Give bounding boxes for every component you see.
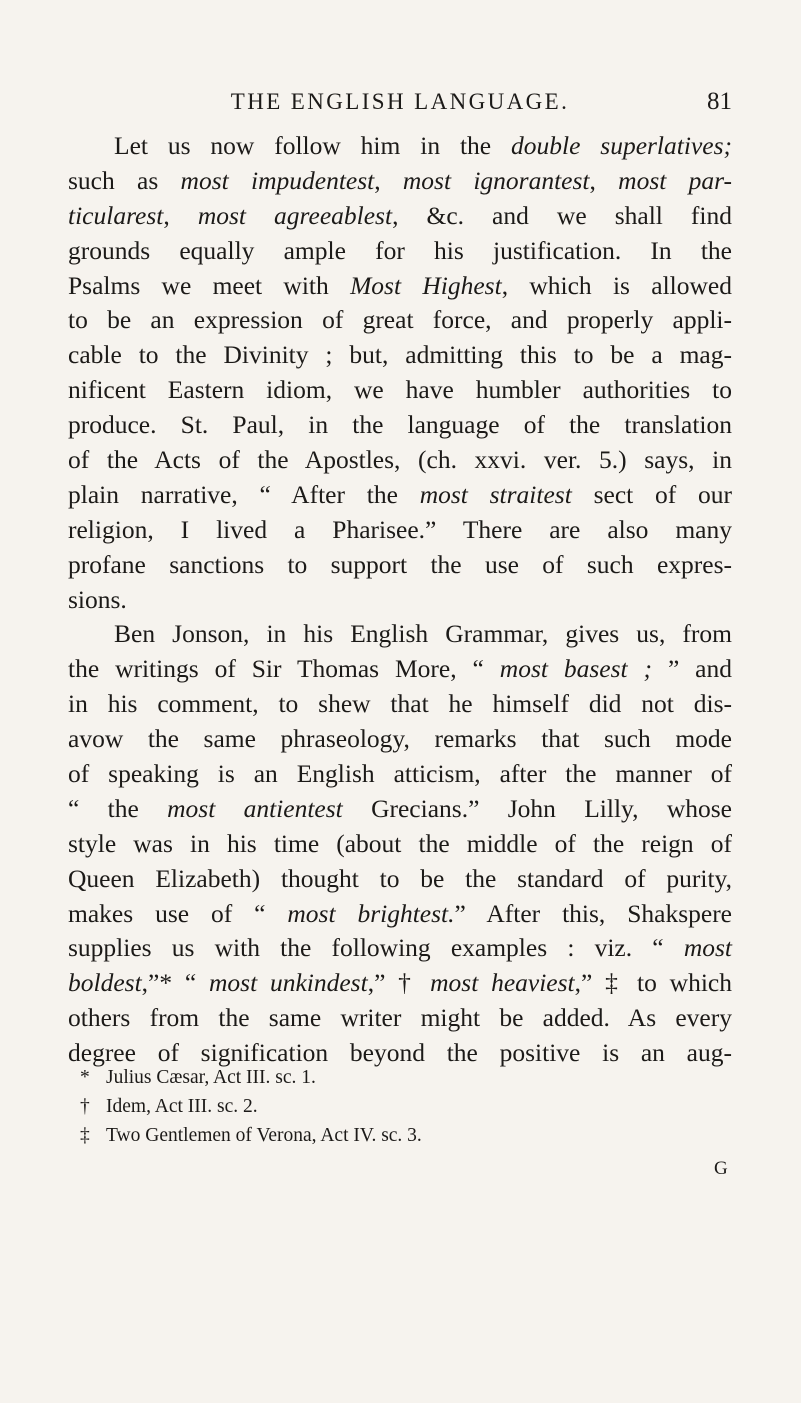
text-run: , [589, 165, 619, 195]
italic-run: most basest ; [499, 654, 653, 684]
italic-run: most par- [618, 165, 733, 195]
text-run: Grecians.” John Lilly, whose [342, 793, 732, 823]
footnote-text: Two Gentlemen of Verona, Act IV. sc. 3. [106, 1125, 422, 1146]
footnote-text: Julius Cæsar, Act III. sc. 1. [106, 1067, 316, 1088]
text-run: ” and [652, 654, 732, 684]
text-run: , &c. and we shall find [392, 200, 732, 230]
text-line: degree of signification beyond the positive is an aug- [68, 1038, 732, 1068]
page-number: 81 [707, 88, 732, 115]
text-line: of the Acts of the Apostles, (ch. xxvi. ver. 5.) says, in [68, 445, 732, 475]
text-run: makes use of “ [68, 898, 288, 928]
text-line [68, 931, 732, 966]
signature-mark: G [714, 1158, 728, 1179]
text-line [68, 792, 732, 827]
text-run: “ the [68, 793, 168, 823]
text-line: Ben Jonson, in his English Grammar, gives us, from [114, 619, 732, 649]
text-run: ” After this, Shakspere [454, 898, 733, 928]
text-line: style was in his time (about the middle of the reign of [68, 828, 732, 858]
text-line: nificent Eastern idiom, we have humbler authorities to [68, 375, 732, 405]
italic-run: most agreeablest [197, 200, 393, 230]
italic-run: most impudentest [180, 165, 375, 195]
text-run: , which is allowed [501, 270, 732, 300]
text-line: Queen Elizabeth) thought to be the standard of purity, [68, 863, 732, 893]
italic-run: most ignorantest [402, 165, 590, 195]
footnote [80, 1121, 720, 1150]
text-line: grounds equally ample for his justification. In the [68, 235, 732, 265]
text-line: to be an expression of great force, and properly appli- [68, 305, 732, 335]
text-line: profane sanctions to support the use of such expres- [68, 549, 732, 579]
italic-run: most [683, 933, 732, 963]
italic-run: most heaviest [430, 968, 575, 998]
italic-run: double superlatives; [510, 131, 732, 160]
footnotes [80, 1063, 720, 1150]
text-run: plain narrative, “ After the [68, 479, 420, 509]
italic-run: most brightest. [287, 898, 455, 928]
text-line [68, 897, 732, 932]
running-head [68, 84, 732, 120]
text-line: religion, I lived a Pharisee.” There are also many [68, 514, 732, 544]
text-run: Let us now follow him in the [114, 131, 511, 160]
text-line [68, 966, 732, 1001]
footnote-mark: † [80, 1096, 90, 1117]
text-run: ,”* “ [141, 968, 209, 998]
text-line [68, 652, 732, 687]
text-run: ,” † [367, 968, 431, 998]
text-line: cable to the Divinity ; but, admitting this to be a mag- [68, 340, 732, 370]
text-run: supplies us with the following examples : viz. “ [68, 933, 684, 963]
text-line [68, 269, 732, 304]
italic-run: most straitest [419, 479, 572, 509]
text-line: produce. St. Paul, in the language of the translation [68, 410, 732, 440]
text-line [68, 199, 732, 234]
body-text [68, 129, 732, 1071]
italic-run: Most Highest [350, 270, 502, 300]
text-line: avow the same phraseology, remarks that such mode [68, 724, 732, 754]
italic-run: boldest [68, 968, 142, 998]
text-run: ,” ‡ to which [574, 968, 732, 998]
text-line: in his comment, to shew that he himself did not dis- [68, 689, 732, 719]
footnote [80, 1063, 720, 1092]
footnote [80, 1092, 720, 1121]
text-run: such as [68, 165, 181, 195]
text-run: sect of our [571, 479, 732, 509]
text-run: , [374, 165, 403, 195]
text-line [68, 129, 732, 164]
italic-run: ticularest [68, 200, 164, 230]
text-run: , [163, 200, 198, 230]
footnote-mark: ‡ [80, 1125, 90, 1146]
text-line [68, 164, 732, 199]
text-line: sions. [68, 584, 127, 614]
footnote-text: Idem, Act III. sc. 2. [106, 1096, 258, 1117]
text-line: others from the same writer might be added. As every [68, 1003, 732, 1033]
footnote-mark: * [80, 1067, 90, 1088]
text-run: Psalms we meet with [68, 270, 351, 300]
text-line: of speaking is an English atticism, after the manner of [68, 759, 732, 789]
running-title: THE ENGLISH LANGUAGE. [230, 89, 570, 114]
italic-run: most unkindest [209, 968, 368, 998]
italic-run: most antientest [167, 793, 343, 823]
text-run: the writings of Sir Thomas More, “ [68, 654, 500, 684]
text-line [68, 478, 732, 513]
